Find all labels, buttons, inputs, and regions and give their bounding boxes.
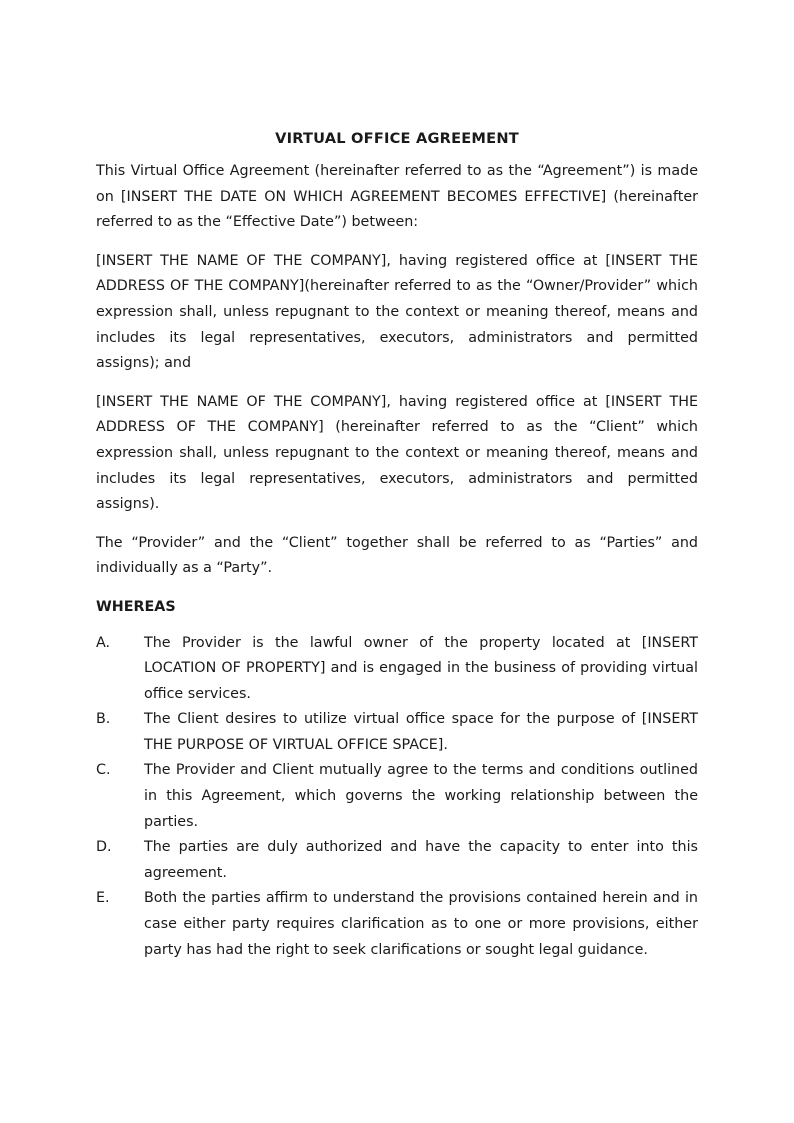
clause-text: The Client desires to utilize virtual office space for the purpose of [INSERT THE PURPOSE OF VIRTUAL OFFICE SPACE].: [144, 711, 698, 753]
whereas-clause-list: [96, 631, 698, 964]
clause-letter: E.: [96, 890, 110, 907]
whereas-clause-d: [96, 835, 698, 886]
parties-definition-paragraph: The “Provider” and the “Client” together shall be referred to as “Parties” and individually as a “Party”.: [96, 534, 698, 577]
provider-party-paragraph: [INSERT THE NAME OF THE COMPANY], having registered office at [INSERT THE ADDRESS OF THE COMPANY](hereinafter referred to as the “Owner/Provider” which expression shall, unless repugnant to the context or meaning thereof, means and includes its legal representatives, executors, administrators and permitted assigns); and: [96, 252, 698, 372]
whereas-clause-e: [96, 886, 698, 963]
clause-text: The Provider is the lawful owner of the property located at [INSERT LOCATION OF PROPERTY] and is engaged in the business of providing virtual office services.: [144, 634, 698, 702]
client-party-paragraph: [INSERT THE NAME OF THE COMPANY], having registered office at [INSERT THE ADDRESS OF THE COMPANY] (hereinafter referred to as the “Client” which expression shall, unless repugnant to the context or meaning thereof, means and includes its legal representatives, executors, administrators and permitted assigns).: [96, 393, 698, 513]
whereas-clause-b: [96, 707, 698, 758]
clause-letter: D.: [96, 839, 112, 856]
whereas-clause-c: [96, 758, 698, 835]
document-body: [96, 126, 698, 963]
clause-text: The parties are duly authorized and have the capacity to enter into this agreement.: [144, 839, 698, 881]
clause-letter: B.: [96, 711, 111, 728]
clause-letter: A.: [96, 634, 111, 651]
clause-text: The Provider and Client mutually agree to the terms and conditions outlined in this Agreement, which governs the working relationship between the parties.: [144, 762, 698, 830]
whereas-heading: WHEREAS: [96, 598, 176, 615]
clause-text: Both the parties affirm to understand the provisions contained herein and in case either party requires clarification as to one or more provisions, either party has had the right to seek clarifications or sought legal guidance.: [144, 890, 698, 958]
intro-paragraph: This Virtual Office Agreement (hereinafter referred to as the “Agreement”) is made on [INSERT THE DATE ON WHICH AGREEMENT BECOMES EFFECTIVE] (hereinafter referred to as the “Effective Date”) between:: [96, 163, 698, 231]
document-title: VIRTUAL OFFICE AGREEMENT: [275, 130, 519, 147]
whereas-clause-a: [96, 631, 698, 708]
clause-letter: C.: [96, 762, 111, 779]
